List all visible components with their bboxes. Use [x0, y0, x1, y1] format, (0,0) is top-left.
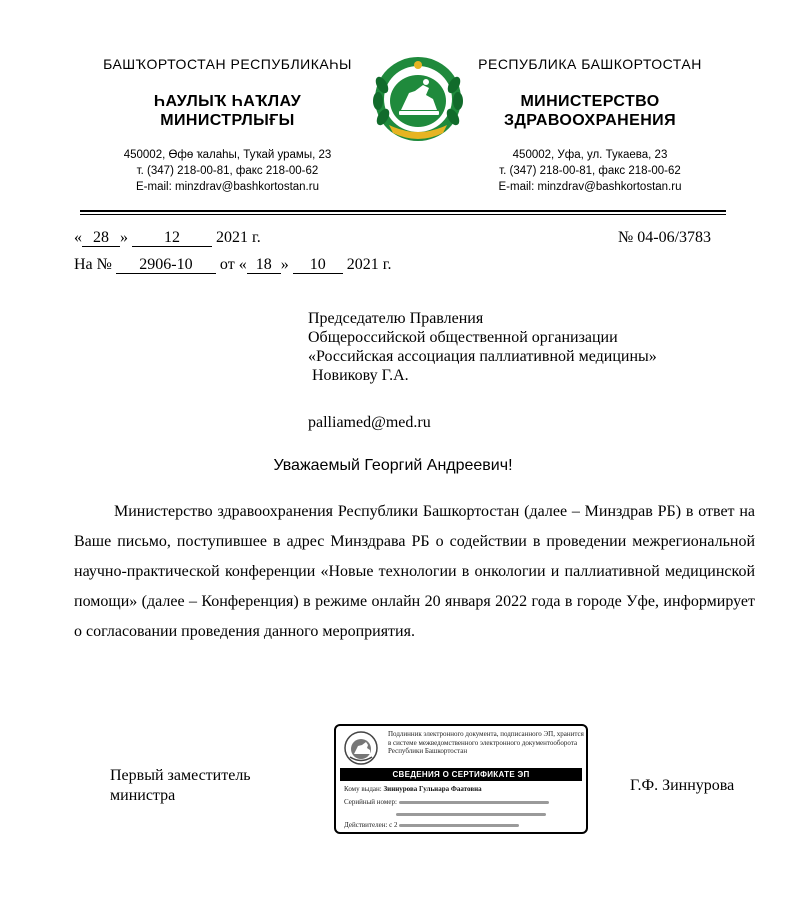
document-number: № 04-06/3783 — [618, 229, 712, 246]
reference-prefix: На № — [74, 256, 112, 273]
phone-bashkir: т. (347) 218-00-81, факс 218-00-62 — [136, 165, 319, 177]
recipient-line2: Общероссийской общественной организации — [308, 329, 618, 346]
recipient-name: Новикову Г.А. — [308, 367, 409, 384]
stamp-issued-to-label: Кому выдан: — [344, 785, 382, 793]
letter-body: Министерство здравоохранения Республики Башкортостан (далее – Минздрав РБ) в ответ на Ваше письмо, поступившее в адрес Минздрава РБ о содействии в проведении межрегиональной научно-практической конференции «Новые технологии в онкологии и паллиативной медицинской помощи» (далее – Конференция) в режиме онлайн 20 января 2022 года в городе Уфе, информирует о согласовании проведения данного мероприятия. — [74, 503, 755, 640]
reference-from: от « — [219, 256, 247, 273]
address-block-bashkir — [80, 147, 375, 195]
stamp-validity — [344, 821, 519, 829]
reference-month: 10 — [293, 257, 343, 274]
electronic-signature-stamp — [334, 724, 588, 834]
ministry-name-russian-line1: МИНИСТЕРСТВО — [520, 93, 660, 110]
ministry-name-russian-line2: ЗДРАВООХРАНЕНИЯ — [504, 112, 676, 129]
date-close-quote: » — [120, 229, 128, 246]
address-russian: 450002, Уфа, ул. Тукаева, 23 — [512, 149, 668, 161]
document-date — [74, 229, 261, 247]
ministry-name-russian — [440, 92, 740, 130]
reference-year: 2021 г. — [346, 256, 392, 273]
stamp-serial-redacted — [399, 801, 549, 804]
reference-close-quote: » — [280, 256, 289, 273]
stamp-validity-label: Действителен: с 2 — [344, 821, 398, 829]
reference-number: 2906-10 — [116, 257, 216, 274]
stamp-serial — [344, 798, 549, 806]
stamp-serial-label: Серийный номер: — [344, 798, 397, 806]
ministry-name-bashkir-line1: ҺАУЛЫҠ ҺАҠЛАУ — [153, 93, 302, 110]
address-bashkir: 450002, Өфө ҡалаһы, Туҡай урамы, 23 — [123, 149, 332, 161]
recipient-email: palliamed@med.ru — [308, 414, 431, 431]
stamp-issued-to — [344, 785, 482, 793]
stamp-title: СВЕДЕНИЯ О СЕРТИФИКАТЕ ЭП — [340, 768, 582, 781]
signatory-position — [110, 766, 251, 806]
letterhead-left — [80, 56, 375, 195]
country-name-russian: РЕСПУБЛИКА БАШКОРТОСТАН — [478, 56, 702, 72]
address-block-russian — [440, 147, 740, 195]
recipient-line1: Председателю Правления — [308, 310, 484, 327]
date-open-quote: « — [74, 229, 82, 246]
stamp-redacted-mark — [396, 813, 546, 816]
signatory-position-line2: министра — [110, 787, 176, 804]
header-divider-thin — [80, 214, 726, 215]
header-divider-thick — [80, 210, 726, 212]
reference-line — [74, 256, 391, 274]
stamp-emblem-icon — [344, 731, 378, 765]
stamp-validity-redacted — [399, 824, 519, 827]
ministry-name-bashkir-line2: МИНИСТРЛЫҒЫ — [160, 112, 295, 129]
letterhead-right — [440, 56, 740, 195]
signatory-position-line1: Первый заместитель — [110, 767, 251, 784]
reference-day: 18 — [247, 257, 281, 274]
salutation: Уважаемый Георгий Андреевич! — [273, 457, 513, 474]
stamp-issued-to-value: Зиннурова Гульнара Фаатовна — [383, 785, 482, 793]
phone-russian: т. (347) 218-00-81, факс 218-00-62 — [499, 165, 681, 177]
email-bashkir: E-mail: minzdrav@bashkortostan.ru — [136, 181, 319, 193]
country-name-bashkir: БАШҠОРТОСТАН РЕСПУБЛИКАҺЫ — [103, 56, 352, 72]
date-month: 12 — [132, 230, 212, 247]
date-year: 2021 г. — [216, 229, 261, 246]
recipient-block — [308, 309, 657, 385]
date-day: 28 — [82, 230, 120, 247]
signatory-name: Г.Ф. Зиннурова — [630, 777, 735, 794]
ministry-name-bashkir — [80, 92, 375, 130]
recipient-line3: «Российская ассоциация паллиативной медицины» — [308, 348, 657, 365]
stamp-note: Подлинник электронного документа, подписанного ЭП, хранится в системе межведомственного электронного документооборота Республики Башкортостан — [388, 730, 584, 755]
email-russian: E-mail: minzdrav@bashkortostan.ru — [498, 181, 682, 193]
stamp-redacted-line — [396, 810, 546, 818]
